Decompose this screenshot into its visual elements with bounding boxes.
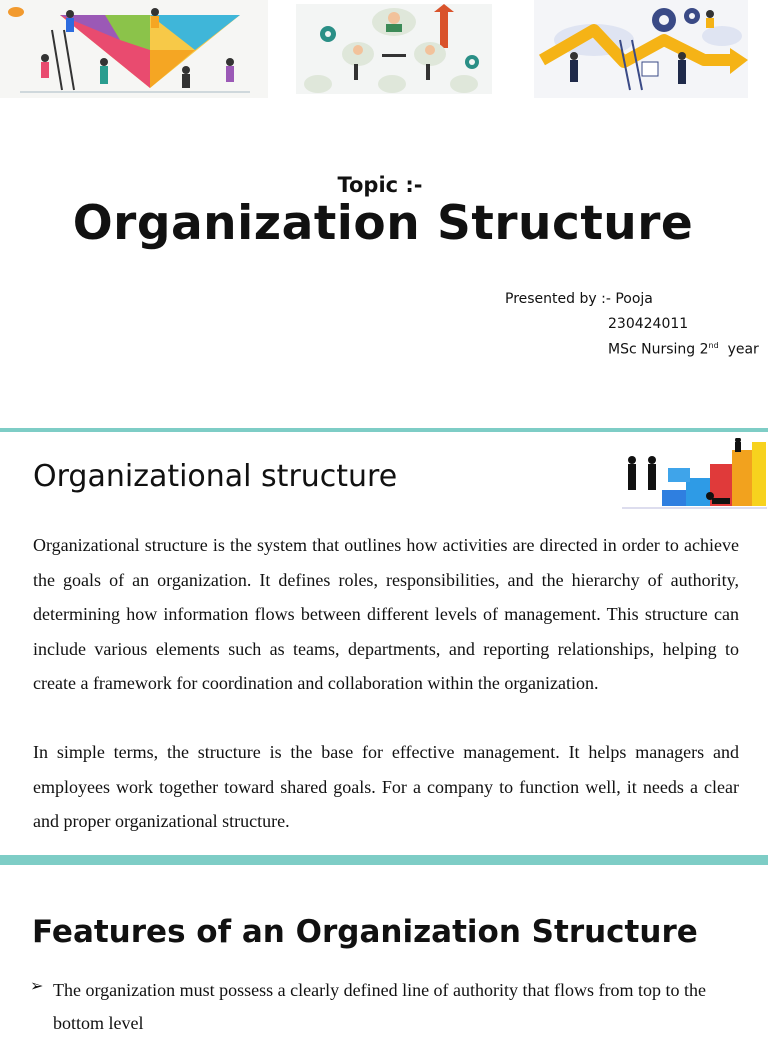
puzzle-team-illustration (0, 0, 268, 98)
slide-divider (0, 855, 768, 865)
org-hierarchy-illustration (296, 4, 492, 94)
list-item: The organization must possess a clearly defined line of authority that flows from top to the bottom level (53, 980, 707, 1033)
presenter-name: Presented by :- Pooja (505, 291, 653, 307)
section-heading: Organizational structure (33, 459, 398, 494)
course-ordinal: nd (708, 341, 719, 350)
arrow-bullet-icon: ➢ (30, 976, 44, 995)
slide-divider (0, 428, 768, 432)
page-title: Organization Structure (72, 196, 694, 251)
course-suffix: year (718, 341, 759, 358)
topic-label: Topic :- (337, 173, 423, 197)
paragraph-summary: In simple terms, the structure is the base for effective management. It helps managers and employees work together toward shared goals. For a company to function well, it needs a clear and proper organizational structure. (33, 742, 739, 832)
growth-chart-illustration (534, 0, 748, 98)
stairs-team-illustration (622, 438, 767, 511)
student-id: 230424011 (608, 316, 689, 332)
paragraph-definition: Organizational structure is the system that outlines how activities are directed in order to achieve the goals of an organization. It defines roles, responsibilities, and the hierarchy of authority, determining how information flows between different levels of management. This structure can include various elements such as teams, departments, and reporting relationships, helping to create a framework for coordination and collaboration within the organization. (33, 535, 739, 694)
course-info (608, 341, 759, 358)
features-heading: Features of an Organization Structure (32, 914, 698, 950)
course-prefix: MSc Nursing 2 (608, 341, 709, 358)
